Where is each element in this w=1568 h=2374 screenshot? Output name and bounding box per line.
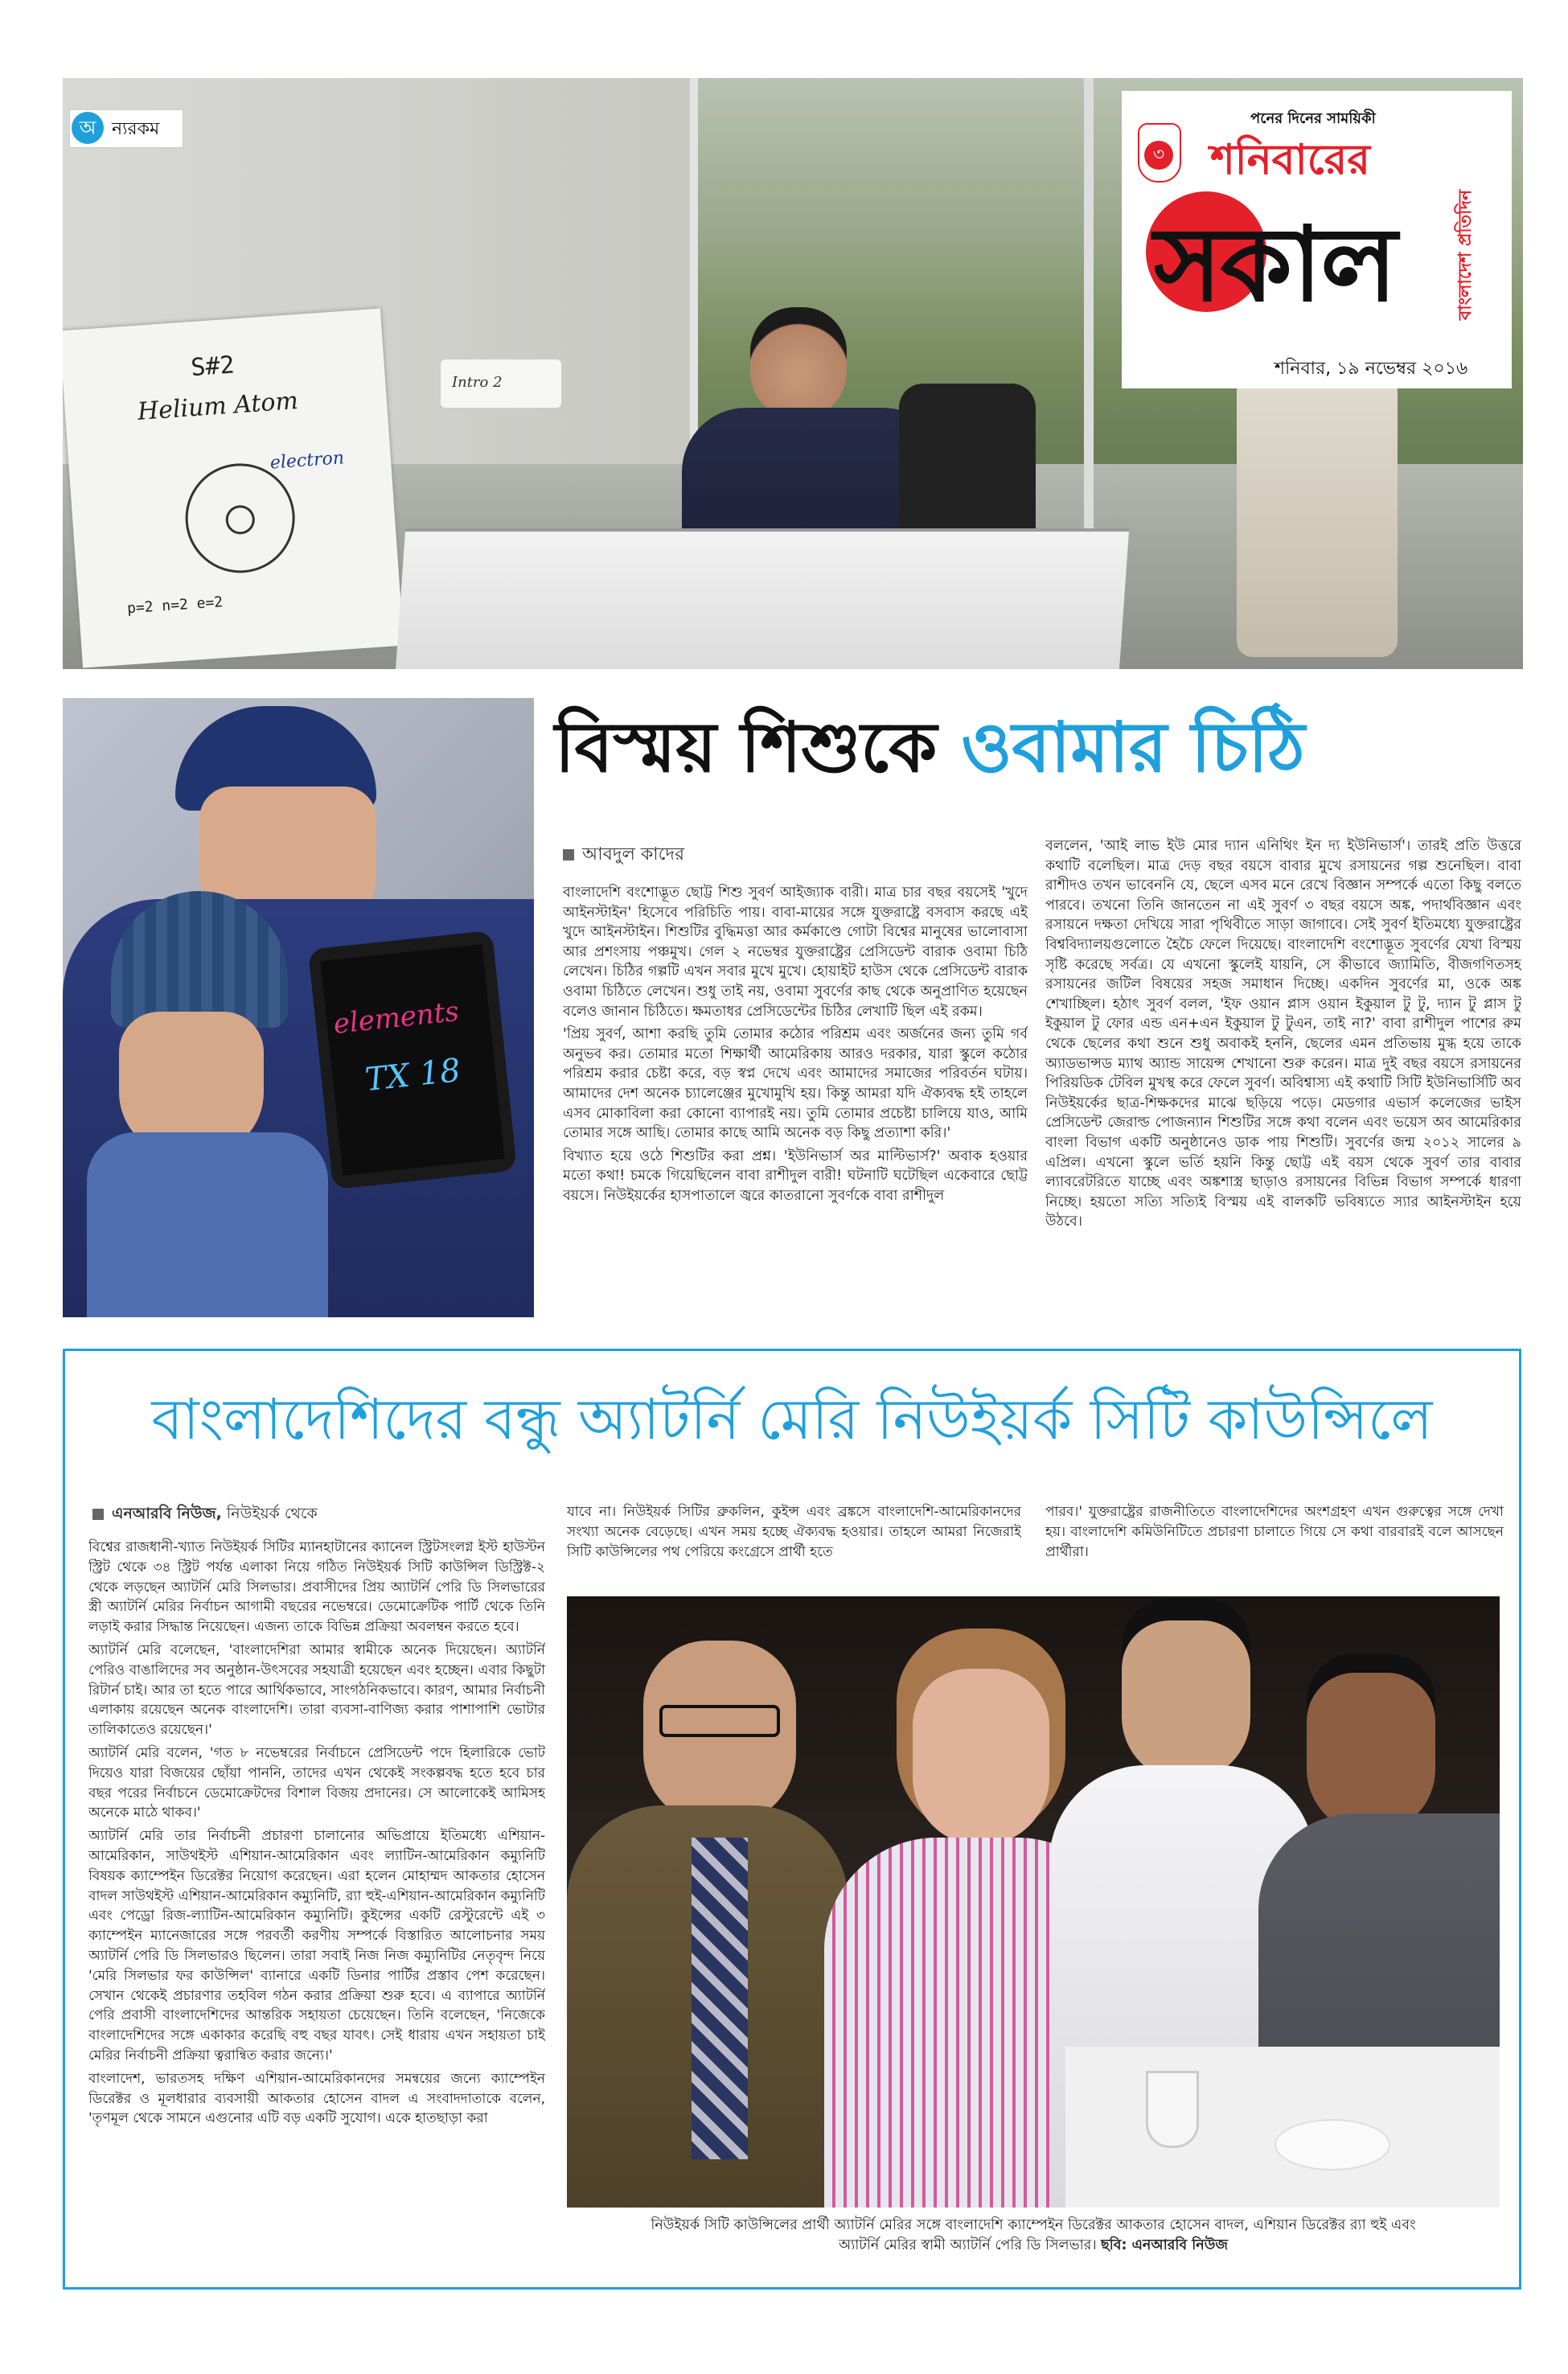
- board-equation: p=2 n=2 e=2: [126, 594, 224, 618]
- article1-paragraph: বিখ্যাত হয়ে ওঠে শিশুটির করা প্রশ্ন। 'ইউনিভার্স অর মাল্টিভার্স?' অবাক হওয়ার মতো কথা! চমকে গিয়েছিলেন বাবা রাশীদুল বারী! ঘটনাটি ঘটেছিল একেবারে ছোট্ট বয়সে। নিউইয়র্কের হাসপাতালে জ্বরে কাতরানো সুবর্ণকে বাবা রাশীদুল: [563, 1148, 1028, 1204]
- article1-paragraph: বাংলাদেশি বংশোদ্ভূত ছোট্ট শিশু সুবর্ণ আইজ্যাক বারী। মাত্র চার বছর বয়সেই 'খুদে আইনস্টাইন' হিসেবে পরিচিতি পায়। বাবা-মায়ের সঙ্গে যুক্তরাষ্ট্রে বসবাস করছে এই খুদে আইনস্টাইন। শিশুটির বুদ্ধিমত্তা আর কর্মকাণ্ডে গোটা বিশ্বের মানুষের ভালোবাসা আর প্রশংসায় পঞ্চমুখ। গেল ২ নভেম্বর যুক্তরাষ্ট্রের প্রেসিডেন্ট বারাক ওবামা চিঠি লেখেন। চিঠির গল্পটি এখন সবার মুখে মুখে। হোয়াইট হাউস থেকে প্রেসিডেন্ট বারাক ওবামা চিঠিতে লেখেন। শুধু তাই নয়, ওবামা সুবর্ণের কাছ থেকে অনুপ্রাণিত হয়েছেন বলেও জানান চিঠিতে। ক্ষমতাধর প্রেসিডেন্টের চিঠির লেখাটি ছিল এই রকম।: [563, 885, 1028, 1020]
- electron-label: electron: [269, 448, 345, 474]
- article2-paragraph: বিশ্বের রাজধানী-খ্যাত নিউইয়র্ক সিটির ম্যানহাটানের ক্যানেল স্ট্রিটসংলগ্ন ইস্ট হাউস্টন স্ট্রিট থেকে ৩৪ স্ট্রিট পর্যন্ত এলাকা নিয়ে গঠিত নিউইয়র্ক সিটি কাউন্সিল ডিস্ট্রিক্ট-২ থেকে লড়ছেন অ্যাটর্নি মেরি সিলভার। প্রবাসীদের প্রিয় অ্যাটর্নি পেরি ডি সিলভারের স্ত্রী অ্যাটর্নি মেরির নির্বাচন আগামী বছরের নভেম্বরে। ডেমোক্রেটিক পার্টি থেকে তিনি লড়াই করার সিদ্ধান্ত নিয়েছেন। এজন্য তাকে বিভিন্ন প্রক্রিয়া অবলম্বন করতে হবে।: [88, 1539, 545, 1636]
- masthead-side-brand: বাংলাদেশ প্রতিদিন: [1455, 189, 1476, 320]
- article2-paragraph: বাংলাদেশ, ভারতসহ দক্ষিণ এশিয়ান-আমেরিকানদের সমন্বয়ের জন্যে ক্যাম্পেইন ডিরেক্টর ও মূলধারার ব্যবসায়ী আকতার হোসেন বাদল এ সংবাদদাতাকে বলেন, 'তৃণমূল থেকে সামনে এগুনোর এটি বড় একটি সুযোগ। একে হাতছাড়া করা: [88, 2070, 545, 2127]
- masthead: [1122, 91, 1512, 388]
- article2-paragraph: যাবে না। নিউইয়র্ক সিটির ব্রুকলিন, কুইন্স এবং ব্রঙ্কসে বাংলাদেশি-আমেরিকানদের সংখ্যা অনেক বেড়েছে। এখন সময় হচ্ছে ঐক্যবদ্ধ হওয়ার। তাহলে আমরা নিজেরাই সিটি কাউন্সিলের পথ পেরিয়ে কংগ্রেসে প্রার্থী হতে: [567, 1504, 1021, 1560]
- person-3-head: [1122, 1620, 1250, 1781]
- article2-paragraph: অ্যাটর্নি মেরি তার নির্বাচনী প্রচারণা চালানোর অভিপ্রায়ে ইতিমধ্যে এশিয়ান-আমেরিকান, সাউথইস্ট এশিয়ান-আমেরিকান এবং ল্যাটিন-আমেরিকান কম্যুনিটি বিষয়ক ক্যাম্পেইন ডিরেক্টর নিয়োগ করেছেন। এরা হলেন মোহাম্মদ আকতার হোসেন বাদল সাউথইস্ট এশিয়ান-আমেরিকান কম্যুনিটি, র‍্যা হুই-এশিয়ান-আমেরিকান কম্যুনিটি এবং পেড্রো রিজ-ল্যাটিন-আমেরিকান কম্যুনিটি। কুইন্সের একটি রেস্টুরেন্টে এই ৩ ক্যাম্পেইন ম্যানেজারের সঙ্গে পরবর্তী করণীয় সম্পর্কে বিস্তারিত আলোচনার সময় অ্যাটর্নি পেরি ডি সিলভারও ছিলেন। তারা সবাই নিজ নিজ কম্যুনিটির নেতৃবৃন্দ নিয়ে 'মেরি সিলভার ফর কাউন্সিল' ব্যানারে একটি ডিনার পার্টির প্রস্তাব পেশ করেছেন। সেখান থেকেই প্রচারণার তহবিল গঠন করার প্রক্রিয়া শুরু হবে। এ ব্যাপারে অ্যাটর্নি পেরি প্রবাসী বাংলাদেশিদের আন্তরিক সহায়তা চেয়েছেন। তিনি বলেছেন, 'নিজেকে বাংলাদেশিদের সঙ্গে একাকার করেছি বহু বছর যাবৎ। সেই ধারায় এখন সহায়তা চাই মেরির নির্বাচনী প্রক্রিয়া ত্বরান্বিত করার জন্যে।': [88, 1828, 545, 2064]
- masthead-title-line2: সকাল: [1154, 205, 1396, 325]
- section-tag-label: ন্যরকম: [112, 119, 160, 139]
- article1-headline-black: বিস্ময় শিশুকে: [555, 708, 938, 788]
- article2-byline-place: নিউইয়র্ক থেকে: [226, 1505, 318, 1522]
- caption-credit: ছবি: এনআরবি নিউজ: [1101, 2237, 1228, 2253]
- caption-line-1: নিউইয়র্ক সিটি কাউন্সিলের প্রার্থী অ্যাটর্নি মেরির সঙ্গে বাংলাদেশি ক্যাম্পেইন ডিরেক্টর আকতার হোসেন বাদল, এশিয়ান ডিরেক্টর র‍্যা হুই এবং: [651, 2217, 1416, 2233]
- handwritten-board: [63, 309, 404, 668]
- masthead-date: শনিবার, ১৯ নভেম্বর ২০১৬: [1275, 359, 1468, 379]
- photo-caption: [567, 2216, 1500, 2256]
- caption-line-2-wrap: [567, 2236, 1500, 2256]
- tablet-screen: [321, 944, 505, 1176]
- photo-father-son-tablet: [63, 698, 534, 1317]
- person-4-head: [1307, 1673, 1435, 1834]
- person-2-head: [913, 1669, 1049, 1846]
- wine-glass: [1146, 2071, 1199, 2148]
- caption-line-2: অ্যাটর্নি মেরির স্বামী অ্যাটর্নি পেরি ডি সিলভার।: [839, 2237, 1097, 2253]
- article2-paragraph: পারব।' যুক্তরাষ্ট্রের রাজনীতিতে বাংলাদেশিদের অংশগ্রহণ এখন গুরুত্বের সঙ্গে দেখা হয়। বাংলাদেশি কমিউনিটিতে প্রচারণা চালাতে গিয়ে সে কথা বারবারই বলে আসছেন প্রার্থীরা।: [1045, 1504, 1504, 1560]
- tablet-line2: TX 18: [363, 1051, 462, 1099]
- boy-head: [750, 307, 847, 420]
- article1-paragraph: 'প্রিয় সুবর্ণ, আশা করছি তুমি তোমার কঠোর পরিশ্রম এবং অর্জনের জন্য তুমি গর্ব অনুভব কর। তোমার মতো শিক্ষার্থী আমেরিকায় আরও দরকার, যারা স্কুলে কঠোর পরিশ্রম করার চেষ্টা করে, বড় স্বপ্ন দেখে এবং আমাদের সমাজের পরিবর্তন ঘটায়। আমাদের দেশ অনেক চ্যালেঞ্জের মুখোমুখি হয়। কিন্তু আমরা যদি ঐক্যবদ্ধ হই তাহলে এসব মোকাবিলা করা কোনো ব্যাপারই নয়। তুমি তোমার প্রচেষ্টা চালিয়ে যাও, আমি তোমার সঙ্গে আছি। তোমার কাছে আমি অনেক বড় কিছু প্রত্যাশা করি।': [563, 1026, 1028, 1142]
- tablet-device: [308, 930, 517, 1189]
- article1-headline: [555, 708, 1520, 788]
- board-subheading: Helium Atom: [136, 387, 299, 426]
- masthead-title-line1: শনিবারের: [1210, 136, 1370, 184]
- section-tag-letter: অ: [72, 112, 104, 144]
- article2-byline: [92, 1502, 318, 1528]
- plate: [1275, 2119, 1390, 2171]
- article2-byline-source: এনআরবি নিউজ,: [112, 1505, 222, 1522]
- article1-byline: [563, 840, 684, 870]
- dinner-table: [1065, 2047, 1500, 2208]
- article1-column-1: [563, 883, 1028, 1317]
- child-sweater: [87, 1132, 328, 1317]
- article1-headline-blue: ওবামার চিঠি: [961, 708, 1305, 788]
- byline-square: [92, 1509, 104, 1520]
- photo-campaign-dinner: [567, 1596, 1500, 2208]
- article2-paragraph: অ্যাটর্নি মেরি বলেন, 'গত ৮ নভেম্বরের নির্বাচনে প্রেসিডেন্ট পদে হিলারিকে ভোট দিয়েও যারা বিজয়ের ছোঁয়া পাননি, তাদের এখন থেকেই সংকল্পবদ্ধ হতে হবে চার বছর পরের নির্বাচনে ডেমোক্রেটদের বিশাল বিজয় প্রদানের। সে আলোকেই আমিসহ অনেকে মাঠে থাকব।': [88, 1744, 545, 1822]
- article1-column-2: [1045, 836, 1521, 1319]
- article2-column-2: [567, 1502, 1021, 1591]
- article1-paragraph: বললেন, 'আই লাভ ইউ মোর দ্যান এনিথিং ইন দ্য ইউনিভার্স'। তারই প্রতি উত্তরে কথাটি বলেছিল। মাত্র দেড় বছর বয়সে বাবার মুখে রসায়নের গল্প শুনেছিল। বাবা রাশীদও তখন ভাবেননি যে, ছেলে এসব মনে রেখে বিজ্ঞান সম্পর্কে এতো কিছু বলতে পারবে। তখনো তিনি জানতেন না এই সুবর্ণ ৩ বছর বয়সে অঙ্ক, পদার্থবিজ্ঞান এবং রসায়নে দক্ষতা দেখিয়ে সারা পৃথিবীতে সাড়া জাগাবে। সেই সুবর্ণ ইতিমধ্যে যুক্তরাষ্ট্রের বিশ্ববিদ্যালয়গুলোতে হৈচৈ ফেলে দিয়েছে। বাংলাদেশি বংশোদ্ভূত সুবর্ণের যেখা বিস্ময় সৃষ্টি করেছে সর্বত্র। যে এখনো স্কুলেই যায়নি, সে কীভাবে জ্যামিতি, বীজগণিতসহ রসায়নের জটিল বিষয়ের সহজ সমাধান দিচ্ছে। একদিন সুবর্ণের মা, ওকে অঙ্ক শেখাচ্ছিল। হঠাৎ সুবর্ণ বলল, 'ইফ ওয়ান প্লাস ওয়ান ইকুয়াল টু টু, দ্যান টু প্লাস টু ইকুয়াল টু ফোর এন্ড এন+এন ইকুয়াল টু টুএন, তাই না?' বাবা রাশীদুল পাশের রুম থেকে ছেলের কথা শুনে শুধু অবাকই হননি, ছেলের এমন প্রতিভায় মুগ্ধ হয়ে তাকে অ্যাডভান্সড ম্যাথ অ্যান্ড সায়েন্স শেখানো শুরু করেন। মাত্র দুই বছর বয়সে রসায়নের পিরিয়ডিক টেবিল মুখস্থ করে ফেলে সুবর্ণ। অবিশ্বাস্য এই কথাটি সিটি ইউনিভার্সিটি অব নিউইয়র্কের ছাত্র-শিক্ষকদের মাঝে ছড়িয়ে পড়ে। মেডগার এভার্স কলেজের ভাইস প্রেসিডেন্ট জেরাল্ড পোজন্যান শিশুটির সঙ্গে কথা বলেন এবং ভয়েস অব আমেরিকার বাংলা বিভাগ একটি অনুষ্ঠানেও ডাক পায় শিশুটি। সুবর্ণের জন্ম ২০১২ সালের ৯ এপ্রিল। এখনো স্কুলে ভর্তি হয়নি কিন্তু ছোট্ট এই বয়স থেকে সুবর্ণ তার বাবার ল্যাবরেটরিতে যাচ্ছে এবং অঙ্কশাস্ত্র ছাড়াও রসায়নের বিভিন্ন বিভাগ সম্পর্কে ধারণা নিচ্ছে। হয়তো সত্যি সত্যিই বিস্ময় এই বালকটি ভবিষ্যতে স্যার আইনস্টাইন হয়ে উঠবে।: [1045, 838, 1521, 1230]
- whiteboard-table: [396, 528, 1130, 669]
- article2-column-1: [88, 1538, 545, 2277]
- byline-square: [563, 849, 574, 860]
- board-heading: S#2: [190, 351, 236, 383]
- article2-headline: বাংলাদেশিদের বন্ধু অ্যাটর্নি মেরি নিউইয়র্ক সিটি কাউন্সিলে: [151, 1386, 1433, 1452]
- article1-byline-text: আবদুল কাদের: [582, 844, 685, 865]
- section-tag: [69, 109, 183, 148]
- masthead-supertitle: পনের দিনের সাময়িকী: [1250, 110, 1376, 127]
- article2-paragraph: অ্যাটর্নি মেরি বলেছেন, 'বাংলাদেশিরা আমার স্বামীকে অনেক দিয়েছেন। অ্যাটর্নি পেরিও বাঙালিদের সব অনুষ্ঠান-উৎসবের সহযাত্রী হয়েছেন এবং হচ্ছেন। এবার কিছুটা রিটার্ন চাই। আর তা হতে পারে আর্থিকভাবে, সাংগঠনিকভাবে। কারণ, আমার নির্বাচনী এলাকায় রয়েছেন অনেক বাংলাদেশি। তারা ব্যবসা-বাণিজ্য করার পাশাপাশি ভোটার তালিকাতেও রয়েছেন।': [88, 1641, 545, 1739]
- article2-column-3: [1045, 1502, 1504, 1591]
- intro-card: [441, 359, 561, 408]
- person-1-tie: [692, 1838, 748, 2159]
- person-1-glasses: [659, 1705, 780, 1737]
- tablet-word: elements: [331, 995, 461, 1041]
- issue-number: ৩: [1144, 141, 1173, 170]
- intro-card-text: Intro 2: [452, 374, 503, 391]
